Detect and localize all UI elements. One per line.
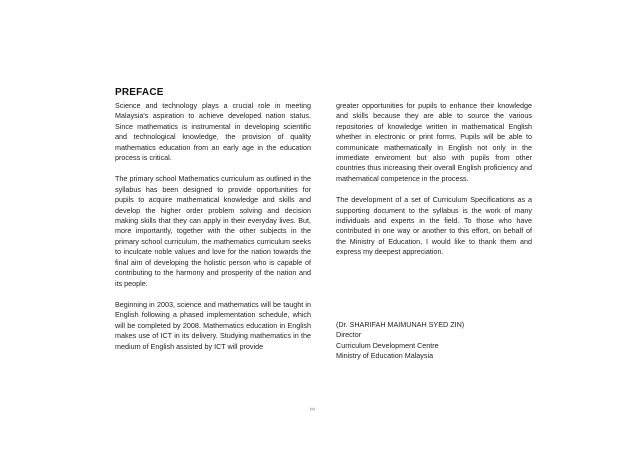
paragraph: The primary school Mathematics curriculum as outlined in the syllabus has been designed to provide opportunities for pupils to acquire mathematical knowledge and skills and develop the higher order problem solving and decision making skills that they can apply in their everyday lives. But, more importantly, together with the other subjects in the primary school curriculum, the mathematics curriculum seeks to inculcate noble values and love for the nation towards the final aim of developing the holistic person who is capable of contributing to the harmony and prosperity of the nation and its people.	[115, 174, 311, 288]
left-column	[115, 101, 311, 363]
page-number: (v)	[310, 406, 315, 411]
page-title: PREFACE	[115, 87, 164, 98]
signature-block	[336, 320, 536, 362]
right-column	[336, 101, 532, 269]
signatory-title: Director	[336, 330, 362, 340]
paragraph: Science and technology plays a crucial role in meeting Malaysia's aspiration to achieve developed nation status. Since mathematics is instrumental in developing scientific and technological knowledge, the provision of quality mathematics education from an early age in the education process is critical.	[115, 101, 311, 163]
signatory-name: (Dr. SHARIFAH MAIMUNAH SYED ZIN)	[336, 320, 465, 329]
signatory-ministry: Ministry of Education Malaysia	[336, 351, 434, 361]
signatory-department: Curriculum Development Centre	[336, 340, 439, 350]
paragraph: Beginning in 2003, science and mathematics will be taught in English following a phased implementation schedule, which will be completed by 2008. Mathematics education in English makes use of ICT in its delivery. Studying mathematics in the medium of English assisted by ICT will provide	[115, 299, 311, 351]
paragraph: greater opportunities for pupils to enhance their knowledge and skills because they are able to source the various repositories of knowledge written in mathematical English whether in electronic or print forms. Pupils will be able to communicate mathematically in English not only in the immediate enviroment but also with pupils from other countries thus increasing their overall English proficiency and mathematical competence in the process.	[336, 101, 532, 183]
paragraph: The development of a set of Curriculum Specifications as a supporting document to the syllabus is the work of many individuals and experts in the field. To those who have contributed in one way or another to this effort, on behalf of the Ministry of Education, I would like to thank them and express my deepest appreciation.	[336, 195, 532, 257]
